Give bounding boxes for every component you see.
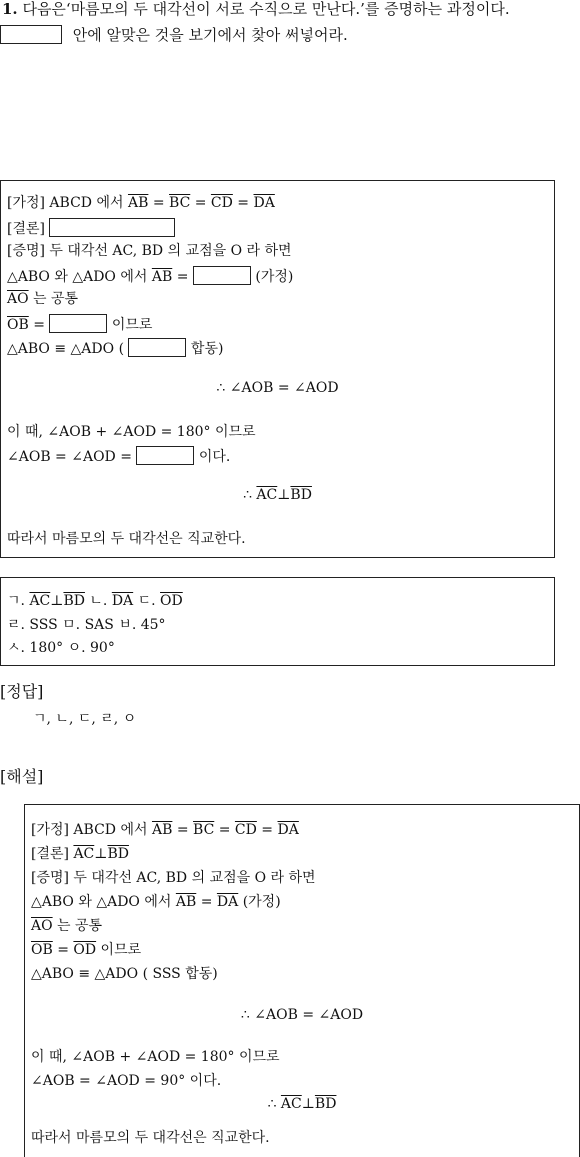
sol-final: 따라서 마름모의 두 대각선은 직교한다.: [31, 1130, 270, 1146]
choices-box: [0, 577, 555, 666]
blank-side: [193, 266, 251, 285]
proof-box: [0, 180, 555, 558]
proof-angle-eq: ∴ ∠AOB = ∠AOD: [216, 380, 339, 396]
proof-common: $\overline{AO}$ 는 공통: [7, 291, 79, 307]
choices-row-2: ㄹ. SSS ㅁ. SAS ㅂ. 45°: [7, 617, 166, 633]
proof-triangles: △ABO 와 △ADO 에서 $\overline{AB}$ = (가정): [7, 266, 293, 286]
sol-sum: 이 때, ∠AOB + ∠AOD = 180° 이므로: [31, 1049, 280, 1065]
answer-label: [정답]: [0, 682, 44, 701]
proof-sum: 이 때, ∠AOB + ∠AOD = 180° 이므로: [7, 424, 256, 440]
blank-conclusion: [49, 218, 175, 237]
blank-angle: [136, 446, 194, 465]
sol-conclusion: [결론] $\overline{AC}\perp\overline{BD}$: [31, 846, 129, 862]
sol-intro: [증명] 두 대각선 AC, BD 의 교점을 O 라 하면: [31, 870, 316, 886]
sol-common: $\overline{AO}$ 는 공통: [31, 918, 103, 934]
question-line1: [2, 0, 510, 18]
sol-angle-eq: ∴ ∠AOB = ∠AOD: [240, 1007, 364, 1023]
answer-blank-sample: [0, 25, 62, 44]
answer-text: ㄱ, ㄴ, ㄷ, ㄹ, ㅇ: [33, 711, 137, 727]
proof-congruence: △ABO ≡ △ADO ( 합동): [7, 338, 223, 358]
sol-congruence: △ABO ≡ △ADO ( SSS 합동): [31, 966, 218, 982]
question-number: 1.: [2, 0, 18, 18]
solution-label: [해설]: [0, 767, 44, 786]
choices-row-3: ㅅ. 180° ㅇ. 90°: [7, 640, 115, 656]
sol-triangles: △ABO 와 △ADO 에서 $\overline{AB} = \overline{DA}$ (가정): [31, 894, 281, 910]
question-text: 다음은‘마름모의 두 대각선이 서로 수직으로 만난다.’를 증명하는 과정이다.: [22, 0, 510, 18]
proof-angle-line: ∠AOB = ∠AOD = 이다.: [7, 446, 230, 466]
sol-assume: [가정] ABCD 에서 $\overline{AB} = \overline{BC} = \overline{CD} = \overline{DA}$: [31, 822, 299, 838]
proof-conclusion: [결론]: [7, 218, 175, 238]
blank-congruence: [128, 338, 186, 357]
sol-angle-line: ∠AOB = ∠AOD = 90° 이다.: [31, 1073, 222, 1089]
blank-ob: [49, 314, 107, 333]
choices-row-1: ㄱ. $\overline{AC}\perp\overline{BD}$ ㄴ. $\overline{DA}$ ㄷ. $\overline{OD}$: [7, 593, 183, 609]
question-line2: [0, 25, 348, 44]
proof-ob: $\overline{OB}$ = 이므로: [7, 314, 152, 334]
sol-ob: $\overline{OB} = \overline{OD}$ 이므로: [31, 942, 142, 958]
proof-final: 따라서 마름모의 두 대각선은 직교한다.: [7, 531, 246, 547]
question-instruction: 안에 알맞은 것을 보기에서 찾아 써넣어라.: [72, 26, 348, 44]
sol-perp: ∴ $\overline{AC}\perp\overline{BD}$: [267, 1096, 337, 1112]
proof-intro: [증명] 두 대각선 AC, BD 의 교점을 O 라 하면: [7, 243, 292, 259]
proof-perp: ∴ $\overline{AC}\perp\overline{BD}$: [243, 487, 312, 503]
solution-box: [24, 804, 580, 1157]
proof-assume: [가정] ABCD 에서 $\overline{AB} = \overline{BC} = \overline{CD} = \overline{DA}$: [7, 195, 275, 211]
